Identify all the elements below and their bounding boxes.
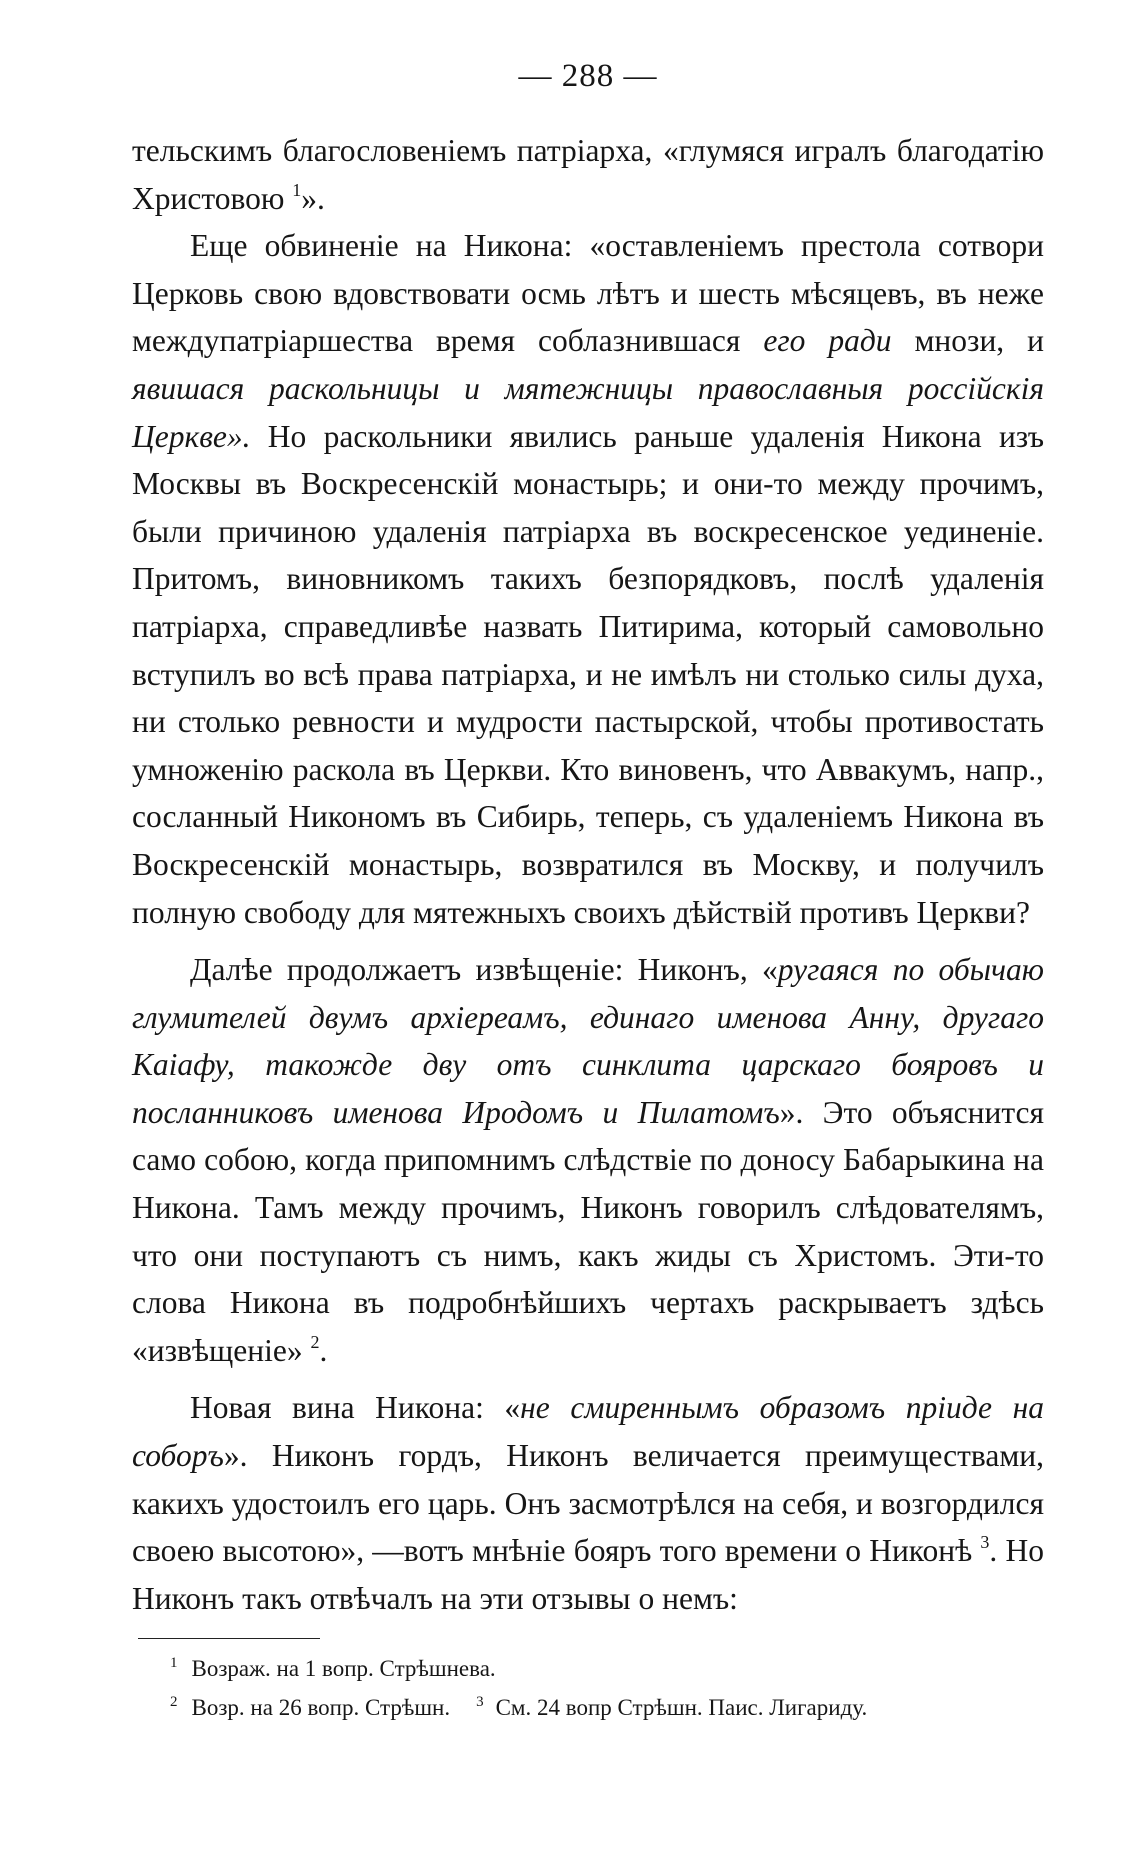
footnote-line-2 xyxy=(170,1688,1044,1727)
text-run: ». xyxy=(301,180,325,216)
footnote-text: Возраж. на 1 вопр. Стрѣшнева. xyxy=(191,1656,496,1682)
footnote-number: 3 xyxy=(476,1694,484,1711)
page-number: — 288 — xyxy=(518,58,658,94)
text-run: ». Никонъ гордъ, Никонъ величается преимуществами, какихъ удостоилъ его царь. Онъ засмотрѣлся на себя, и возгордился своею высотою», —вотъ мнѣніе бояръ того времени о Никонѣ xyxy=(132,1438,1044,1569)
footnote-1 xyxy=(170,1649,1044,1688)
italic-run: его ради xyxy=(763,323,892,359)
paragraph xyxy=(132,127,1044,222)
footnote-text: См. 24 вопр Стрѣшн. Паис. Лигариду. xyxy=(495,1695,868,1721)
footnote-number: 2 xyxy=(170,1694,178,1711)
text-run: мнози, и xyxy=(891,323,1044,359)
paragraph xyxy=(132,946,1044,1374)
italic-run: ругаяся по обычаю глумителей двумъ архіереамъ, единаго именова Анну, другаго Каіафу, такожде дву отъ синклита царскаго бояровъ и посланниковъ именова Иродомъ и Пилатомъ xyxy=(132,952,1044,1130)
paragraph xyxy=(132,222,1044,936)
italic-run: явишася раскольницы и мятежницы православныя россійскія Церкве». xyxy=(132,370,1044,454)
main-text xyxy=(132,127,1044,1622)
text-run: Но раскольники явились раньше удаленія Никона изъ Москвы въ Воскресенскій монастырь; и они-то между прочимъ, были причиною удаленія патріарха въ воскресенское уединеніе. Притомъ, виновникомъ такихъ безпорядковъ, послѣ удаленія патріарха, справедливѣе назвать Питирима, который самовольно вступилъ во всѣ права патріарха, и не имѣлъ ни столько силы духа, ни столько ревности и мудрости пастырской, чтобы противостать умноженію раскола въ Церкви. Кто виновенъ, что Аввакумъ, напр., сосланный Никономъ въ Сибирь, теперь, съ удаленіемъ Никона въ Воскресенскій монастырь, возвратился въ Москву, и получилъ полную свободу для мятежныхъ своихъ дѣйствій противъ Церкви? xyxy=(132,418,1044,930)
text-run: тельскимъ благословеніемъ патріарха, «глумяся игралъ благодатію Христовою xyxy=(132,133,1044,216)
footnote-divider xyxy=(138,1638,320,1639)
text-run: . xyxy=(319,1332,328,1368)
text-run: Еще обвиненіе на Никона: «оставленіемъ престола сотвори Церковь свою вдовствовати осмь лѣтъ и шесть мѣсяцевъ, въ неже междупатріаршества время соблазнившася xyxy=(132,228,1044,359)
text-run: Новая вина Никона: « xyxy=(190,1390,521,1426)
footnote-text: Возр. на 26 вопр. Стрѣшн. xyxy=(191,1695,451,1721)
footnotes xyxy=(132,1649,1044,1727)
italic-run: не смиреннымъ образомъ пріиде на соборъ xyxy=(132,1390,1044,1474)
text-run: Далѣе продолжаетъ извѣщеніе: Никонъ, « xyxy=(190,952,778,988)
footnote-ref: 2 xyxy=(310,1331,320,1352)
text-run: . Но Никонъ такъ отвѣчалъ на эти отзывы о немъ: xyxy=(132,1533,1044,1616)
footnote-ref: 3 xyxy=(980,1532,990,1553)
paragraph xyxy=(132,1384,1044,1622)
footnote-ref: 1 xyxy=(292,179,302,200)
text-run: ». Это объяснится само собою, когда припомнимъ слѣдствіе по доносу Бабарыкина на Никона. Тамъ между прочимъ, Никонъ говорилъ слѣдователямъ, что они поступаютъ съ нимъ, какъ жиды съ Христомъ. Эти-то слова Никона въ подробнѣйшихъ чертахъ раскрываетъ здѣсь «извѣщеніе» xyxy=(132,1094,1045,1368)
footnote-number: 1 xyxy=(170,1655,178,1672)
